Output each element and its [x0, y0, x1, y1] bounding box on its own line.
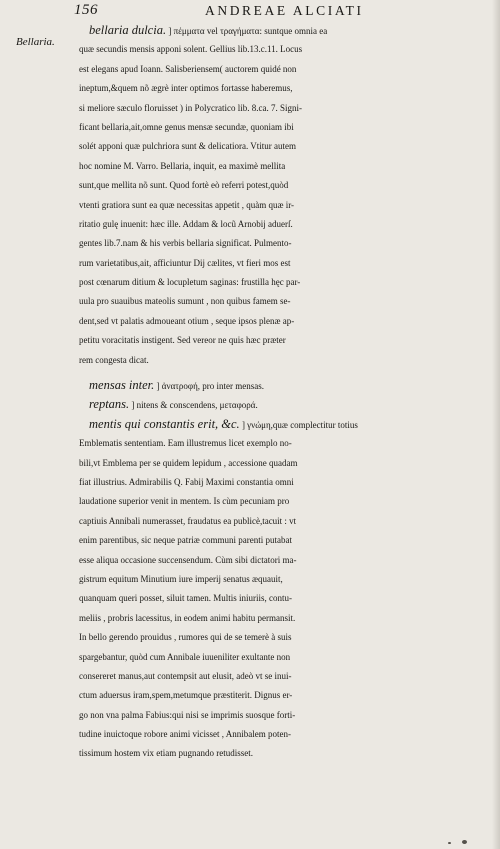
text-line	[79, 40, 491, 59]
line-text: ] nitens & conscendens, μεταφορά.	[131, 400, 258, 411]
text-line	[79, 137, 491, 156]
page-edge-shadow	[492, 0, 500, 849]
lemma: bellaria dulcia.	[89, 23, 167, 37]
lemma: reptans.	[89, 397, 130, 412]
text-line	[79, 744, 491, 763]
line-text: In bello gerendo prouidus , rumores qui de se temerè à suis	[79, 632, 292, 643]
text-line	[79, 512, 491, 531]
text-line	[79, 273, 491, 292]
line-text: ctum aduersus iram,spem,metumque præstiterit. Dignus er-	[79, 690, 293, 701]
text-line	[79, 351, 491, 370]
line-text: ] γνώμη,quæ complectitur totius	[241, 419, 358, 430]
line-text: sunt,que mellita nõ sunt. Quod fortè eò referri potest,quòd	[79, 180, 289, 191]
text-line	[79, 628, 491, 647]
text-line	[79, 589, 491, 608]
text-line	[79, 254, 491, 273]
text-line	[79, 79, 491, 98]
text-line	[79, 706, 491, 725]
text-line	[79, 99, 491, 118]
lemma: mentis qui constantis erit, &c.	[89, 416, 240, 431]
lemma-line	[79, 415, 491, 434]
text-line	[79, 331, 491, 350]
ink-speck	[448, 842, 451, 844]
lemma: mensas inter.	[89, 378, 155, 393]
line-text: gistrum equitum Minutium iure imperij senatus æquauit,	[79, 573, 283, 584]
line-text: rem congesta dicat.	[79, 354, 149, 365]
text-line	[79, 234, 491, 253]
line-text: si meliore sæculo floruisset ) in Polycratico lib. 8.ca. 7. Signi-	[79, 102, 302, 113]
text-line	[79, 473, 491, 492]
line-text: fiat illustrius. Admirabilis Q. Fabij Maximi constantia omni	[79, 476, 294, 487]
text-line	[79, 292, 491, 311]
line-text: meliis , probris lacessitus, in eodem animi habitu permansit.	[79, 612, 296, 623]
line-text: uula pro suauibus mateolis sumunt , non quibus famem se-	[79, 296, 291, 307]
text-line	[79, 454, 491, 473]
text-line	[79, 667, 491, 686]
line-text: est elegans apud Ioann. Salisberiensem( auctorem quidé non	[79, 63, 297, 74]
text-line	[79, 725, 491, 744]
line-text: enim parentibus, sic neque patriæ communi parenti putabat	[79, 535, 292, 546]
line-text: spargebantur, quòd cum Annibale iuueniliter exultante non	[79, 651, 291, 662]
text-line	[79, 492, 491, 511]
line-text: hoc nomine M. Varro. Bellaria, inquit, ea maximè mellita	[79, 160, 286, 171]
text-line	[79, 609, 491, 628]
margin-note: Bellaria.	[16, 36, 55, 48]
line-text: quanquam queri posset, siluit tamen. Multis iniuriis, contu-	[79, 593, 292, 604]
line-text: quæ secundis mensis apponi solent. Gellius lib.13.c.11. Locus	[79, 44, 303, 55]
line-text: tissimum hostem vix etiam pugnando retudisset.	[79, 748, 253, 759]
running-head: ANDREAE ALCIATI	[205, 3, 364, 18]
lemma-line	[79, 376, 491, 395]
line-text: ] πέμματα vel τραγήματα: suntque omnia ea	[168, 26, 328, 36]
text-line	[79, 60, 491, 79]
line-text: consereret manus,aut contempsit aut elusit, adeò vt se inui-	[79, 670, 292, 681]
line-text: esse aliqua occasione succensendum. Cùm sibi dictatori ma-	[79, 554, 297, 565]
text-line	[79, 215, 491, 234]
text-line	[79, 531, 491, 550]
commentary-text	[79, 21, 491, 764]
text-line	[79, 118, 491, 137]
line-text: ineptum,&quem nõ ægrè inter optimos fortasse haberemus,	[79, 83, 293, 94]
line-text: rum varietatibus,ait, afficiuntur Dij cælites, vt fieri mos est	[79, 257, 291, 268]
line-text: tudine inuictoque robore animi vicisset , Annibalem poten-	[79, 729, 291, 740]
line-text: Emblematis sententiam. Eam illustremus licet exemplo no-	[79, 438, 292, 449]
line-text: vtenti gratiora sunt ea quæ necessitas appetit , quàm quæ ir-	[79, 199, 295, 210]
line-text: post cœnarum ditium & locupletum saginas: frustilla hęc par-	[79, 277, 301, 288]
text-line	[79, 157, 491, 176]
text-line	[79, 176, 491, 195]
text-line	[79, 312, 491, 331]
text-line	[79, 570, 491, 589]
page-number: 156	[74, 2, 98, 18]
text-line	[79, 434, 491, 453]
line-text: gentes lib.7.nam & his verbis bellaria significat. Pulmento-	[79, 238, 292, 249]
text-line	[79, 196, 491, 215]
line-text: captiuis Annibali numerasset, fraudatus ea publicè,tacuit : vt	[79, 515, 297, 526]
line-text: solét apponi quæ pulchriora sunt & delicatiora. Vtitur autem	[79, 141, 297, 152]
line-text: laudatione superior venit in mentem. Is cùm pecuniam pro	[79, 496, 290, 507]
line-text: petitu voracitatis instigent. Sed vereor ne quis hæc præter	[79, 335, 286, 346]
line-text: ficant bellaria,ait,omne genus mensæ secundæ, quoniam ibi	[79, 121, 294, 132]
lemma-line	[79, 21, 491, 40]
lemma-line	[79, 395, 491, 414]
ink-speck	[462, 840, 467, 844]
text-line	[79, 551, 491, 570]
text-line	[79, 686, 491, 705]
line-text: go non vna palma Fabius:qui nisi se imprimis suosque forti-	[79, 709, 296, 720]
line-text: dent,sed vt palatis admoueant otium , seque ipsos plenæ ap-	[79, 315, 295, 326]
line-text: ] ἀνατροφή, pro inter mensas.	[156, 381, 265, 392]
text-line	[79, 648, 491, 667]
line-text: bili,vt Emblema per se quidem lepidum , accessione quadam	[79, 457, 298, 468]
line-text: ritatio gulę inuenit: hæc ille. Addam & locũ Arnobij aduerſ.	[79, 218, 293, 229]
